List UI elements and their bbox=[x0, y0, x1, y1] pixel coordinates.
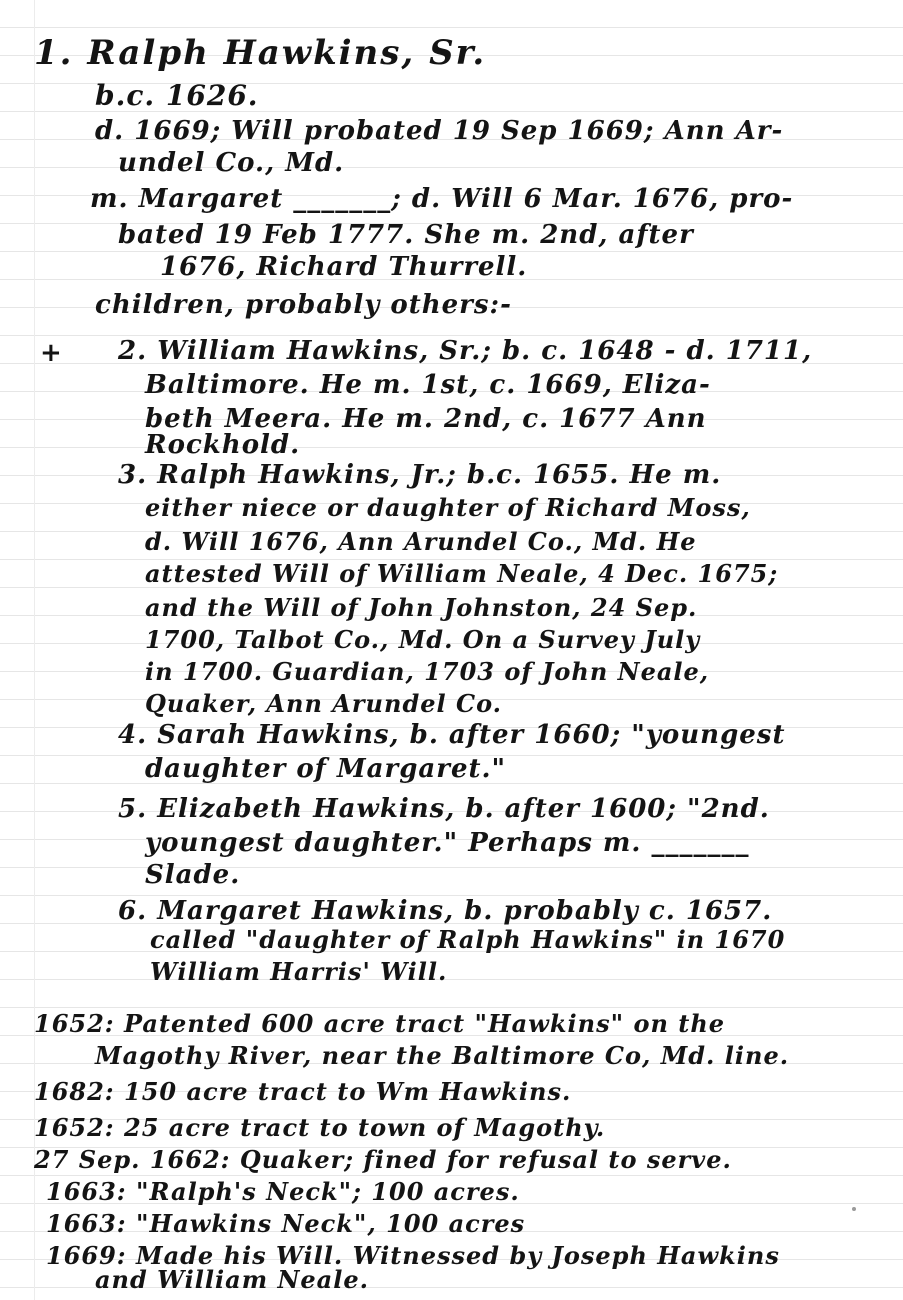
child-3-line: 3. Ralph Hawkins, Jr.; b.c. 1655. He m. bbox=[118, 460, 722, 490]
child-3-line: 1700, Talbot Co., Md. On a Survey July bbox=[145, 625, 701, 654]
child-6-line: called "daughter of Ralph Hawkins" in 1670 bbox=[150, 925, 786, 954]
child-3-line: either niece or daughter of Richard Moss, bbox=[145, 493, 751, 522]
child-5-line: Slade. bbox=[145, 860, 241, 890]
chronology-line: 1663: "Ralph's Neck"; 100 acres. bbox=[46, 1177, 520, 1206]
child-4-line: 4. Sarah Hawkins, b. after 1660; "youngest bbox=[118, 720, 786, 750]
death-line-cont: undel Co., Md. bbox=[118, 148, 345, 178]
entry-heading: 1. Ralph Hawkins, Sr. bbox=[34, 33, 487, 73]
chronology-line: 1652: 25 acre tract to town of Magothy. bbox=[34, 1113, 606, 1142]
death-line: d. 1669; Will probated 19 Sep 1669; Ann Ar- bbox=[95, 116, 784, 146]
ink-dot bbox=[852, 1207, 856, 1211]
chronology-line: and William Neale. bbox=[95, 1265, 369, 1294]
child-6-line: William Harris' Will. bbox=[150, 957, 448, 986]
chronology-line: 27 Sep. 1662: Quaker; fined for refusal to serve. bbox=[34, 1145, 732, 1174]
child-5-line: 5. Elizabeth Hawkins, b. after 1600; "2nd. bbox=[118, 794, 770, 824]
birth-line: b.c. 1626. bbox=[95, 79, 259, 112]
marriage-line-cont: bated 19 Feb 1777. She m. 2nd, after bbox=[118, 220, 694, 250]
chronology-line: 1669: Made his Will. Witnessed by Joseph Hawkins bbox=[46, 1241, 780, 1270]
child-6-line: 6. Margaret Hawkins, b. probably c. 1657. bbox=[118, 896, 773, 926]
child-2-line: Rockhold. bbox=[145, 430, 301, 460]
child-3-line: attested Will of William Neale, 4 Dec. 1675; bbox=[145, 559, 779, 588]
child-3-line: Quaker, Ann Arundel Co. bbox=[145, 689, 503, 718]
chronology-line: 1652: Patented 600 acre tract "Hawkins" on the bbox=[34, 1009, 726, 1038]
chronology-line: 1663: "Hawkins Neck", 100 acres bbox=[46, 1209, 526, 1238]
marriage-line-cont-2: 1676, Richard Thurrell. bbox=[160, 252, 528, 282]
chronology-line: 1682: 150 acre tract to Wm Hawkins. bbox=[34, 1077, 572, 1106]
child-3-line: and the Will of John Johnston, 24 Sep. bbox=[145, 593, 698, 622]
child-4-line: daughter of Margaret." bbox=[145, 754, 507, 784]
child-2-line: beth Meera. He m. 2nd, c. 1677 Ann bbox=[145, 404, 707, 434]
child-2-line: 2. William Hawkins, Sr.; b. c. 1648 - d. 1711, bbox=[118, 336, 813, 366]
child-3-line: d. Will 1676, Ann Arundel Co., Md. He bbox=[145, 527, 697, 556]
chronology-line: Magothy River, near the Baltimore Co, Md. line. bbox=[95, 1041, 790, 1070]
children-heading: children, probably others:- bbox=[95, 290, 512, 320]
child-2-line: Baltimore. He m. 1st, c. 1669, Eliza- bbox=[145, 370, 711, 400]
marriage-line: m. Margaret _______; d. Will 6 Mar. 1676, pro- bbox=[90, 184, 794, 214]
child-3-line: in 1700. Guardian, 1703 of John Neale, bbox=[145, 657, 710, 686]
child-5-line: youngest daughter." Perhaps m. _______ bbox=[145, 828, 750, 858]
plus-marker: + bbox=[40, 338, 62, 368]
